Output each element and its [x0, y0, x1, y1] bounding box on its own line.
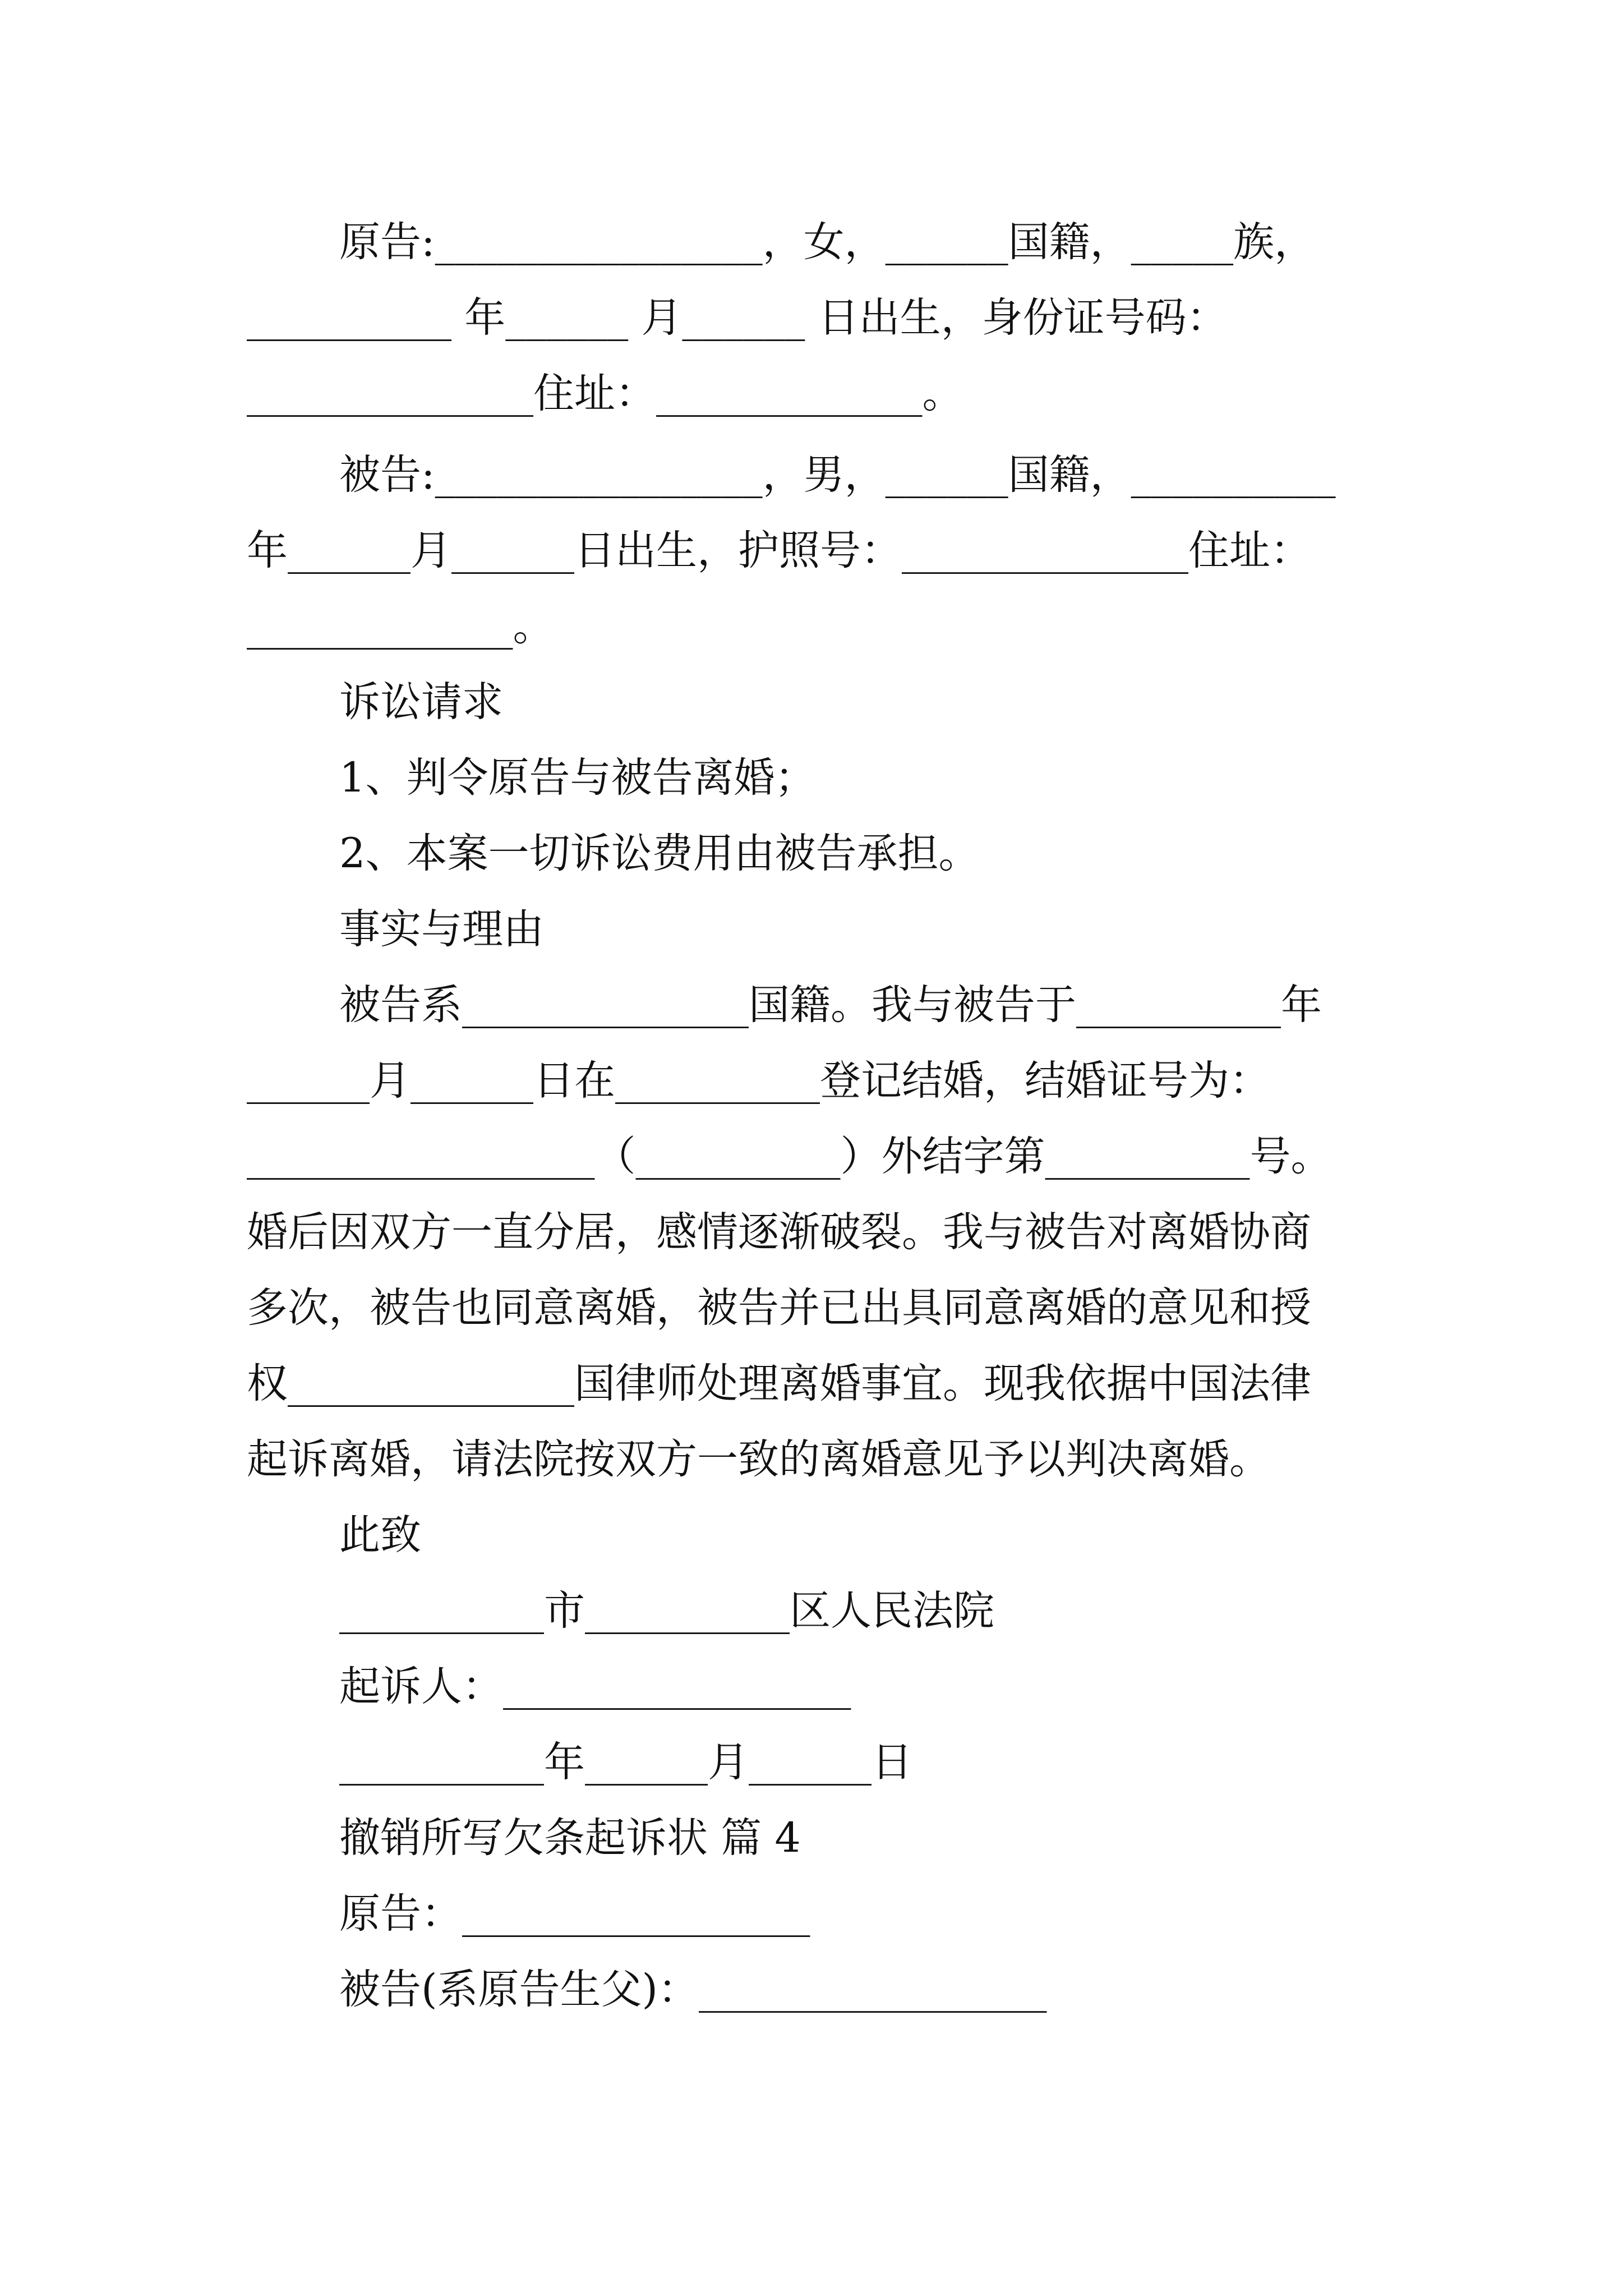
plaintiff-line-1: 原告:________________，女，______国籍，_____族，	[339, 218, 1316, 266]
facts-line-2: ______月______日在__________登记结婚，结婚证号为：	[247, 1057, 1270, 1105]
claim-item-1: 1、判令原告与被告离婚；	[339, 754, 816, 802]
signing-date: __________年______月______日	[339, 1738, 912, 1786]
plaintiff-line-3: ______________住址：_____________。	[247, 370, 963, 417]
facts-line-1: 被告系______________国籍。我与被告于__________年	[339, 981, 1322, 1029]
defendant-line-1: 被告:________________，男，______国籍，__________	[339, 451, 1336, 499]
next-plaintiff-line: 原告：_________________	[339, 1890, 810, 1938]
facts-line-6: 权______________国律师处理离婚事宜。现我依据中国法律	[247, 1360, 1311, 1407]
facts-line-5: 多次，被告也同意离婚，被告并已出具同意离婚的意见和授	[247, 1284, 1311, 1332]
court-address: __________市__________区人民法院	[339, 1587, 994, 1635]
defendant-line-2: 年______月______日出生，护照号：______________住址：	[247, 527, 1311, 574]
facts-line-3: _________________（__________）外结字第__________号。	[247, 1133, 1332, 1180]
claim-item-2: 2、本案一切诉讼费用由被告承担。	[339, 830, 980, 877]
facts-line-7: 起诉离婚，请法院按双方一致的离婚意见予以判决离婚。	[247, 1435, 1270, 1483]
facts-line-4: 婚后因双方一直分居，感情逐渐破裂。我与被告对离婚协商	[247, 1208, 1311, 1256]
plaintiff-signature: 起诉人：_________________	[339, 1663, 851, 1710]
defendant-line-3: _____________。	[247, 602, 554, 650]
section-heading-facts: 事实与理由	[339, 905, 544, 953]
next-document-title: 撤销所写欠条起诉状 篇 4	[339, 1814, 801, 1862]
next-defendant-line: 被告(系原告生父)：_________________	[339, 1966, 1047, 2013]
plaintiff-line-2: __________ 年______ 月______ 日出生，身份证号码：	[247, 294, 1228, 342]
salutation: 此致	[339, 1511, 421, 1559]
section-heading-claims: 诉讼请求	[339, 678, 503, 726]
